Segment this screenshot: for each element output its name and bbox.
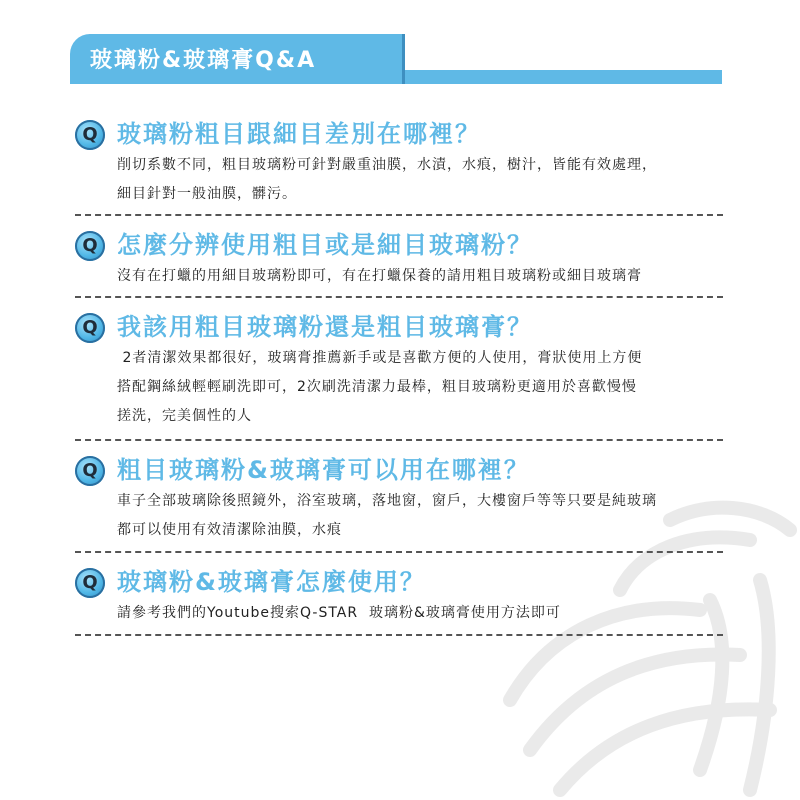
answer-line: 請參考我們的Youtube搜索Q-STAR 玻璃粉&玻璃膏使用方法即可 (117, 605, 561, 621)
question-row (75, 565, 725, 599)
divider (75, 296, 723, 298)
question-text: 粗目玻璃粉&玻璃膏可以用在哪裡？ (117, 456, 530, 484)
question-text: 玻璃粉&玻璃膏怎麼使用？ (117, 568, 426, 596)
question-text: 我該用粗目玻璃粉還是粗目玻璃膏？ (117, 313, 533, 341)
qa-item (75, 453, 725, 545)
header-tab (70, 34, 402, 84)
question-row (75, 310, 725, 344)
answer-line: 搭配鋼絲絨輕輕刷洗即可，2次刷洗清潔力最棒，粗目玻璃粉更適用於喜歡慢慢 (117, 379, 637, 395)
answer-line: 2者清潔效果都很好，玻璃膏推薦新手或是喜歡方便的人使用，膏狀使用上方便 (117, 350, 643, 366)
question-row (75, 453, 725, 487)
qa-item (75, 228, 725, 291)
answer-line: 搓洗，完美個性的人 (117, 408, 252, 424)
answer-line: 都可以使用有效清潔除油膜，水痕 (117, 522, 342, 538)
divider (75, 214, 723, 216)
page-title: 玻璃粉&玻璃膏Q&A (90, 48, 317, 73)
q-badge-icon: Q (75, 456, 105, 486)
answer-line: 細目針對一般油膜，髒污。 (117, 186, 297, 202)
answer-line: 車子全部玻璃除後照鏡外，浴室玻璃，落地窗，窗戶，大樓窗戶等等只要是純玻璃 (117, 493, 657, 509)
answer-line: 沒有在打蠟的用細目玻璃粉即可，有在打蠟保養的請用粗目玻璃粉或細目玻璃膏 (117, 268, 642, 284)
q-badge-icon: Q (75, 231, 105, 261)
q-badge-icon: Q (75, 120, 105, 150)
q-badge-icon: Q (75, 313, 105, 343)
q-badge-icon: Q (75, 568, 105, 598)
divider (75, 634, 723, 636)
qa-item (75, 310, 725, 431)
question-text: 怎麼分辨使用粗目或是細目玻璃粉？ (117, 231, 533, 259)
question-text: 玻璃粉粗目跟細目差別在哪裡？ (117, 120, 481, 148)
divider (75, 551, 723, 553)
answer-line: 削切系數不同，粗目玻璃粉可針對嚴重油膜，水漬，水痕，樹汁，皆能有效處理， (117, 157, 657, 173)
qa-item (75, 565, 725, 628)
divider (75, 439, 723, 441)
page-header (70, 34, 722, 86)
question-row (75, 117, 725, 151)
qa-item (75, 117, 725, 209)
question-row (75, 228, 725, 262)
